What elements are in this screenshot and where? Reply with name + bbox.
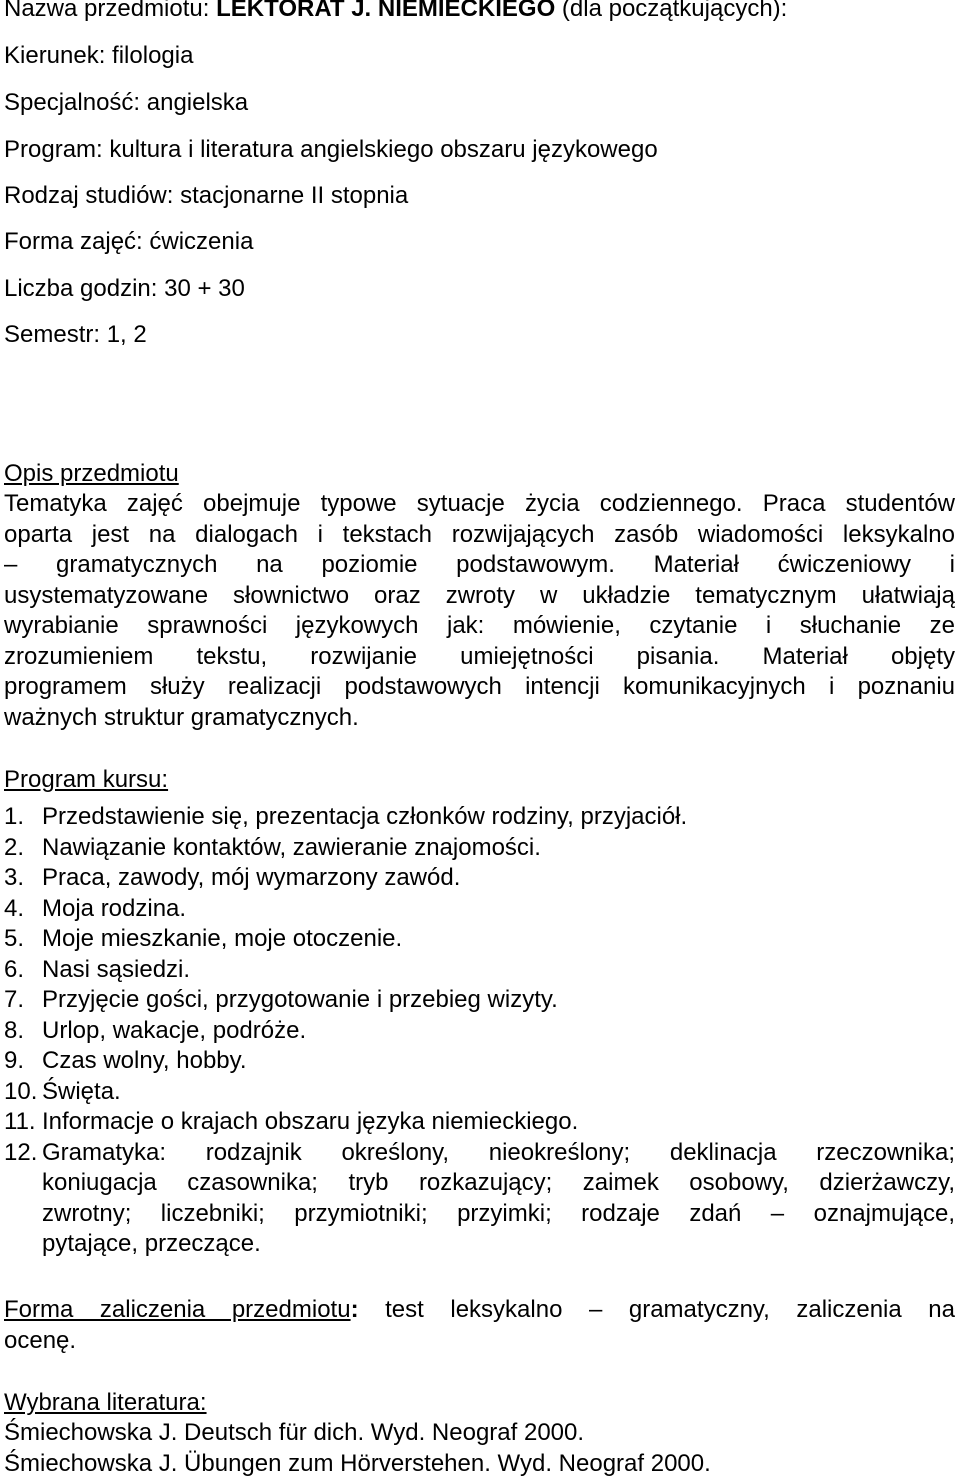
subject-suffix: (dla początkujących): [555,0,788,22]
list-item: 7. Przyjęcie gości, przygotowanie i przebieg wizyty. [4,986,558,1013]
list-item: 10. Święta. [4,1077,121,1105]
class-form-line: Forma zajęć: ćwiczenia [4,228,254,255]
description-line: – gramatycznych na poziomie podstawowym. Materiał ćwiczeniowy i [4,551,955,578]
description-line: usystematyzowane słownictwo oraz zwroty w układzie tematycznym ułatwiają [4,581,955,609]
description-line: zrozumieniem tekstu, rozwijanie umiejętności pisania. Materiał objęty [4,642,955,670]
program-list [4,802,955,1260]
subject-name: LEKTORAT J. NIEMIECKIEGO [216,0,556,22]
assessment [4,1295,955,1356]
subject-line [4,0,787,24]
description-line: Tematyka zajęć obejmuje typowe sytuacje życia codziennego. Praca studentów [4,490,955,517]
list-item: 4. Moja rodzina. [4,894,187,922]
specialty-line: Specjalność: angielska [4,89,249,116]
list-item: 11. Informacje o krajach obszaru języka niemieckiego. [4,1108,579,1135]
list-item: 1. Przedstawienie się, prezentacja członków rodziny, przyjaciół. [4,803,688,830]
subject-label: Nazwa przedmiotu: [4,0,217,22]
list-item-grammar: 12. Gramatyka: rodzajnik określony, nieokreślony; deklinacja rzeczownika; koniugacja czasownika; tryb rozkazujący; zaimek osobowy, dzierżawczy, zwrotny; liczebniki; przymiotniki; przyimki; rodzaje zdań – oznajmujące, pytające, przeczące. [4,1138,955,1257]
list-item: 9. Czas wolny, hobby. [4,1047,247,1074]
hours-line: Liczba godzin: 30 + 30 [4,275,245,302]
description-line: programem służy realizacji podstawowych intencji komunikacyjnych i poznaniu [4,673,955,700]
list-item: 5. Moje mieszkanie, moje otoczenie. [4,925,403,952]
program-line: Program: kultura i literatura angielskiego obszaru językowego [4,136,658,163]
assessment-line: Forma zaliczenia przedmiotu: test leksykalno – gramatyczny, zaliczenia na [4,1296,955,1323]
list-item: 3. Praca, zawody, mój wymarzony zawód. [4,864,461,891]
description-line: wyrabianie sprawności językowych jak: mówienie, czytanie i słuchanie ze [4,612,955,639]
literature-heading: Wybrana literatura: [4,1389,207,1416]
semester-line: Semestr: 1, 2 [4,321,147,348]
list-item: 2. Nawiązanie kontaktów, zawieranie znajomości. [4,833,541,861]
study-type-line: Rodzaj studiów: stacjonarne II stopnia [4,182,409,209]
assessment-line: ocenę. [4,1326,77,1354]
description-heading: Opis przedmiotu [4,460,179,487]
literature-item: Śmiechowska J. Übungen zum Hörverstehen. Wyd. Neograf 2000. [4,1450,711,1477]
description-line: oparta jest na dialogach i tekstach rozwijających zasób wiadomości leksykalno [4,520,955,548]
list-item: 6. Nasi sąsiedzi. [4,955,191,983]
list-item: 8. Urlop, wakacje, podróże. [4,1016,307,1044]
description-body [4,489,955,733]
field-line: Kierunek: filologia [4,42,194,69]
description-line: ważnych struktur gramatycznych. [4,703,359,731]
assessment-label: Forma zaliczenia przedmiotu [4,1296,351,1323]
literature-item: Śmiechowska J. Deutsch für dich. Wyd. Neograf 2000. [4,1419,585,1446]
program-heading: Program kursu: [4,766,169,793]
